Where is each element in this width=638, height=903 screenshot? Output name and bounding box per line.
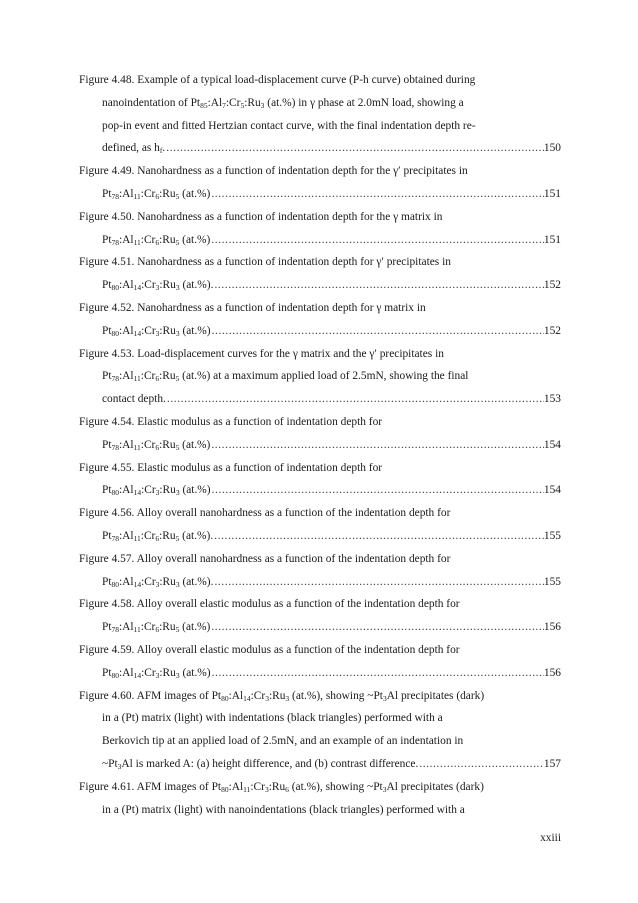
leader-dots	[210, 616, 544, 639]
toc-entry-page: 151	[543, 187, 561, 200]
toc-entry	[79, 411, 561, 457]
toc-entry-text: $\sim Pt_3Al$ is marked A: (a) height difference, and (b) contrast difference.	[102, 757, 419, 771]
toc-entry	[79, 593, 561, 639]
toc-entry-line	[79, 434, 561, 457]
toc-entry-line	[79, 616, 561, 639]
toc-entry-line	[79, 662, 561, 685]
toc-entry-line	[79, 137, 561, 160]
page-number: xxiii	[540, 832, 561, 844]
toc-entry-page: 154	[543, 438, 561, 451]
leader-dots	[210, 434, 544, 457]
toc-entry-line	[79, 320, 561, 343]
toc-entry-line: Figure 4.57. Alloy overall nanohardness as a function of the indentation depth for	[79, 552, 451, 565]
leader-dots	[165, 137, 544, 160]
toc-entry-page: 156	[543, 666, 561, 679]
toc-entry	[79, 343, 561, 411]
toc-entry-line	[79, 525, 561, 548]
leader-dots	[210, 229, 544, 252]
toc-entry	[79, 457, 561, 503]
toc-entry-line: in a (Pt) matrix (light) with nanoindentations (black triangles) performed with a	[102, 803, 465, 816]
leader-dots	[211, 479, 544, 502]
toc-entry-page: 154	[543, 484, 561, 497]
toc-entry-line	[79, 274, 561, 297]
toc-entry-text: $Pt_{80}:Al_{14}:Cr_3:Ru_3$ (at.%).	[102, 575, 214, 589]
toc-entry-text: $Pt_{80}:Al_{14}:Cr_3:Ru_3$ (at.%).	[102, 279, 214, 293]
toc-entry-line: Figure 4.49. Nanohardness as a function of indentation depth for the γ′ precipitates in	[79, 165, 468, 178]
toc-entry-text: $Pt_{80}:Al_{14}:Cr_3:Ru_3$ (at.%)	[102, 666, 211, 680]
toc-entry-text: $Pt_{78}:Al_{11}:Cr_6:Ru_5$ (at.%)	[102, 438, 211, 452]
toc-entry-line: Figure 4.59. Alloy overall elastic modulus as a function of the indentation depth for	[79, 643, 460, 656]
leader-dots	[213, 571, 543, 594]
toc-entry-text: $Pt_{80}:Al_{14}:Cr_3:Ru_3$ (at.%)	[102, 324, 211, 338]
toc-entry-text: $Pt_{78}:Al_{11}:Cr_6:Ru_5$ (at.%)	[102, 621, 211, 635]
toc-entry-page: 150	[543, 142, 561, 155]
leader-dots	[211, 320, 544, 343]
toc-entry-text: contact depth.	[102, 393, 166, 406]
toc-entry-line: in a (Pt) matrix (light) with indentations (black triangles) performed with a	[102, 712, 443, 725]
toc-entry-page: 152	[543, 279, 561, 292]
toc-entry	[79, 69, 561, 160]
toc-entry	[79, 297, 561, 343]
leader-dots	[210, 183, 544, 206]
toc-entry-line: Figure 4.58. Alloy overall elastic modulus as a function of the indentation depth for	[79, 598, 460, 611]
toc-entry-line	[79, 388, 561, 411]
toc-entry	[79, 776, 561, 822]
toc-entry-page: 156	[543, 621, 561, 634]
toc-entry-page: 152	[543, 324, 561, 337]
toc-entry-line: Figure 4.51. Nanohardness as a function of indentation depth for γ′ precipitates in	[79, 256, 451, 269]
toc-entry-line: Figure 4.52. Nanohardness as a function of indentation depth for γ matrix in	[79, 301, 426, 314]
toc-entry-text: $Pt_{78}:Al_{11}:Cr_6:Ru_5$ (at.%)	[102, 233, 211, 247]
toc-entry-line: Figure 4.48. Example of a typical load-displacement curve (P-h curve) obtained during	[79, 74, 476, 86]
leader-dots	[213, 274, 543, 297]
toc-entry-line: Figure 4.61. AFM images of $Pt_{80}:Al_{11}:Cr_3:Ru_6$ (at.%), showing $\sim Pt_3Al$ precipitates (dark)	[79, 780, 484, 794]
toc-entry	[79, 548, 561, 594]
toc-entry	[79, 160, 561, 206]
toc-entry-line: nanoindentation of $Pt_{85}:Al_7:Cr_5:Ru_3$ (at.%) in γ phase at 2.0mN load, showing a	[102, 96, 464, 110]
toc-entry-line: Figure 4.55. Elastic modulus as a function of indentation depth for	[79, 461, 383, 474]
leader-dots	[418, 753, 544, 776]
toc-entry	[79, 251, 561, 297]
toc-entry-text: $Pt_{78}:Al_{11}:Cr_6:Ru_5$ (at.%).	[102, 529, 214, 543]
toc-entry-page: 151	[543, 233, 561, 246]
toc-entry-line: Figure 4.54. Elastic modulus as a function of indentation depth for	[79, 415, 383, 428]
toc-entry-line	[79, 479, 561, 502]
list-of-figures	[79, 69, 561, 821]
toc-entry-line: Figure 4.53. Load-displacement curves for the γ matrix and the γ′ precipitates in	[79, 347, 444, 360]
toc-entry	[79, 639, 561, 685]
toc-entry-line	[79, 571, 561, 594]
toc-entry	[79, 502, 561, 548]
toc-entry-line: Figure 4.50. Nanohardness as a function of indentation depth for the γ matrix in	[79, 210, 443, 223]
leader-dots	[211, 662, 544, 685]
toc-entry-line: $Pt_{78}:Al_{11}:Cr_6:Ru_5$ (at.%) at a maximum applied load of 2.5mN, showing the final	[102, 370, 469, 384]
toc-entry-line	[79, 229, 561, 252]
toc-entry	[79, 685, 561, 776]
toc-entry-page: 155	[543, 529, 561, 542]
toc-entry-line: Figure 4.56. Alloy overall nanohardness as a function of the indentation depth for	[79, 507, 451, 520]
toc-entry-line	[79, 183, 561, 206]
toc-entry-line: pop-in event and fitted Hertzian contact curve, with the final indentation depth re-	[102, 119, 476, 132]
toc-entry-page: 157	[543, 757, 561, 770]
leader-dots	[166, 388, 544, 411]
toc-entry-line: Berkovich tip at an applied load of 2.5mN, and an example of an indentation in	[102, 735, 464, 748]
toc-entry-page: 153	[543, 393, 561, 406]
toc-entry-text: $Pt_{78}:Al_{11}:Cr_6:Ru_5$ (at.%)	[102, 187, 211, 201]
toc-entry-page: 155	[543, 575, 561, 588]
toc-entry	[79, 206, 561, 252]
toc-entry-text: defined, as $h_f$.	[102, 142, 166, 156]
toc-entry-text: $Pt_{80}:Al_{14}:Cr_3:Ru_3$ (at.%)	[102, 484, 211, 498]
leader-dots	[213, 525, 544, 548]
toc-entry-line: Figure 4.60. AFM images of $Pt_{80}:Al_{14}:Cr_3:Ru_3$ (at.%), showing $\sim Pt_3Al$ precipitates (dark)	[79, 689, 485, 703]
toc-entry-line	[79, 753, 561, 776]
